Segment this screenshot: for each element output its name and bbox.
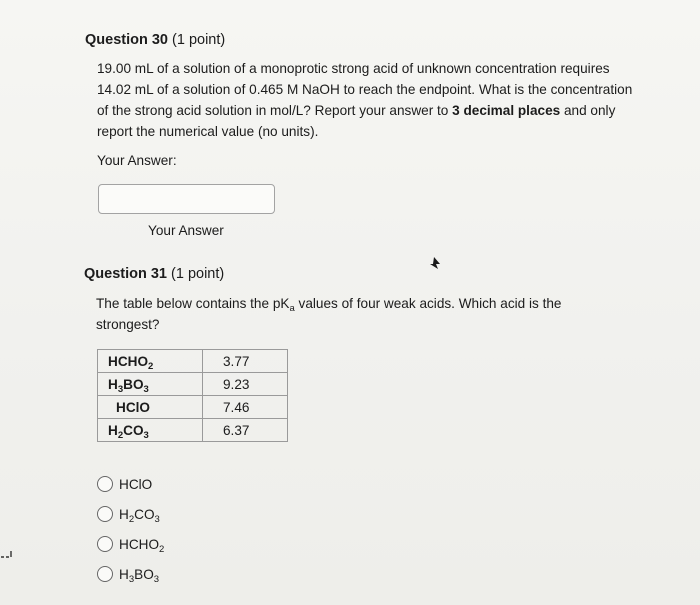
question-31-heading — [84, 266, 224, 282]
table-cell-value: 9.23 — [203, 373, 288, 396]
question-31-text-part2: values of four weak acids. Which acid is the strongest? — [96, 296, 562, 332]
question-30-answer-input[interactable] — [98, 184, 275, 214]
radio-button[interactable] — [97, 566, 113, 582]
question-30-heading — [85, 32, 225, 48]
question-30-label: Question 30 — [85, 32, 168, 48]
radio-button[interactable] — [97, 506, 113, 522]
table-row — [98, 373, 288, 396]
bracket-mark-icon — [0, 549, 14, 563]
option-h2co3[interactable] — [97, 506, 160, 525]
table-cell-formula: $H_2CO_3$ — [98, 419, 203, 442]
question-30-text-part2: and only report the numerical value (no units). — [97, 103, 616, 139]
question-31-text-sub: a — [289, 303, 295, 314]
table-cell-value: 3.77 — [203, 350, 288, 373]
option-label: $H_2CO_3$ — [119, 506, 160, 525]
question-30-points: (1 point) — [172, 32, 226, 48]
option-h3bo3[interactable] — [97, 566, 160, 585]
question-31-label: Question 31 — [84, 266, 167, 282]
option-label: $HCHO_2$ — [119, 536, 165, 555]
question-30-answer-caption: Your Answer — [148, 223, 224, 238]
table-cell-formula: $HCHO_2$ — [98, 350, 203, 373]
option-label: HClO — [119, 476, 153, 492]
radio-button[interactable] — [97, 536, 113, 552]
table-cell-value: 7.46 — [203, 396, 288, 419]
option-label: $H_3BO_3$ — [119, 566, 160, 585]
question-31-points: (1 point) — [171, 266, 225, 282]
table-cell-formula: HClO — [98, 396, 203, 419]
pka-table — [97, 349, 288, 442]
table-cell-formula: $H_3BO_3$ — [98, 373, 203, 396]
question-30-answer-label: Your Answer: — [97, 153, 177, 168]
question-30-text-bold: 3 decimal places — [452, 103, 561, 118]
question-31-text-part1: The table below contains the pK — [96, 296, 290, 311]
question-30-text — [97, 58, 645, 142]
option-hcho2[interactable] — [97, 536, 165, 555]
option-hclo[interactable] — [97, 476, 152, 492]
arrow-cursor-icon — [427, 256, 441, 270]
table-row — [98, 419, 288, 442]
question-31-text — [96, 293, 616, 335]
table-row — [98, 350, 288, 373]
radio-button[interactable] — [97, 476, 113, 492]
question-30-text-part1: 19.00 mL of a solution of a monoprotic strong acid of unknown concentration requires 14.02 mL of a solution of 0.465 M NaOH to reach the endpoint. What is the concentration of the strong acid solution in mol/L? Report your answer to — [97, 61, 633, 118]
table-cell-value: 6.37 — [203, 419, 288, 442]
table-row — [98, 396, 288, 419]
